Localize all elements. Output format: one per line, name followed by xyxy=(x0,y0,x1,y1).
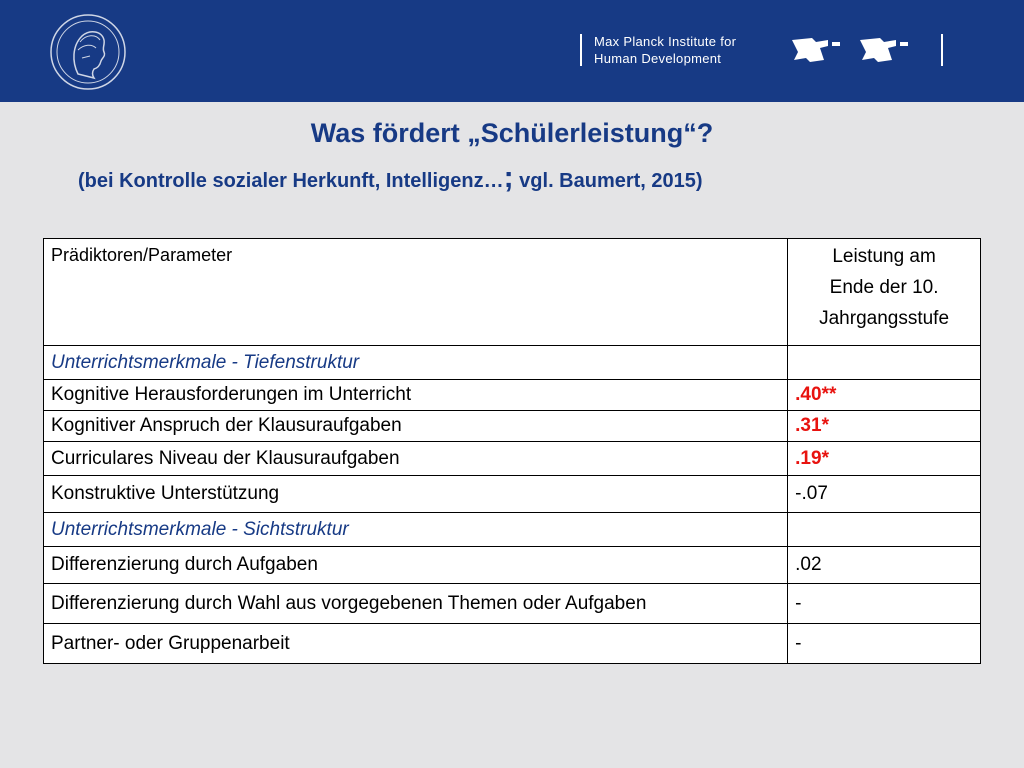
row-label: Unterrichtsmerkmale - Tiefenstruktur xyxy=(44,346,788,380)
header-predictor: Prädiktoren/Parameter xyxy=(44,239,788,346)
table-header-row xyxy=(44,239,981,346)
institute-name xyxy=(594,33,736,67)
table-row xyxy=(44,584,981,624)
subtitle-semicolon: ; xyxy=(503,161,514,194)
table-row xyxy=(44,624,981,664)
row-value xyxy=(788,513,981,547)
row-value: .19* xyxy=(788,442,981,476)
mpib-logo-icon xyxy=(790,30,915,70)
row-label: Kognitiver Anspruch der Klausuraufgaben xyxy=(44,411,788,442)
row-value: - xyxy=(788,584,981,624)
row-label: Differenzierung durch Aufgaben xyxy=(44,547,788,584)
table-row xyxy=(44,380,981,411)
row-value xyxy=(788,346,981,380)
table-row-section-sichtstruktur xyxy=(44,513,981,547)
row-value: -.07 xyxy=(788,476,981,513)
subtitle-part2: vgl. Baumert, 2015) xyxy=(513,170,703,192)
header-bar xyxy=(0,0,1024,102)
page-subtitle xyxy=(78,161,703,194)
row-value: - xyxy=(788,624,981,664)
header-outcome xyxy=(788,239,981,346)
institute-name-line2: Human Development xyxy=(594,51,722,66)
header-outcome-line2: Ende der 10. xyxy=(829,277,939,298)
results-table xyxy=(43,238,981,664)
row-label: Konstruktive Unterstützung xyxy=(44,476,788,513)
logo-divider-left xyxy=(580,34,582,66)
row-label: Unterrichtsmerkmale - Sichtstruktur xyxy=(44,513,788,547)
row-label: Partner- oder Gruppenarbeit xyxy=(44,624,788,664)
page-title: Was fördert „Schülerleistung“? xyxy=(310,118,714,148)
row-value: .02 xyxy=(788,547,981,584)
table-row xyxy=(44,547,981,584)
table-row-section-tiefenstruktur xyxy=(44,346,981,380)
minerva-seal-icon xyxy=(42,12,134,92)
subtitle-part1: (bei Kontrolle sozialer Herkunft, Intelligenz… xyxy=(78,170,504,192)
table-row xyxy=(44,411,981,442)
logo-divider-right xyxy=(941,34,943,66)
table-row xyxy=(44,476,981,513)
row-label: Kognitive Herausforderungen im Unterricht xyxy=(44,380,788,411)
row-value: .40** xyxy=(788,380,981,411)
institute-name-line1: Max Planck Institute for xyxy=(594,34,737,49)
row-label: Curriculares Niveau der Klausuraufgaben xyxy=(44,442,788,476)
table-row xyxy=(44,442,981,476)
row-value: .31* xyxy=(788,411,981,442)
row-label: Differenzierung durch Wahl aus vorgegebenen Themen oder Aufgaben xyxy=(44,584,788,624)
header-outcome-line3: Jahrgangsstufe xyxy=(819,308,950,329)
header-outcome-line1: Leistung am xyxy=(832,246,936,267)
